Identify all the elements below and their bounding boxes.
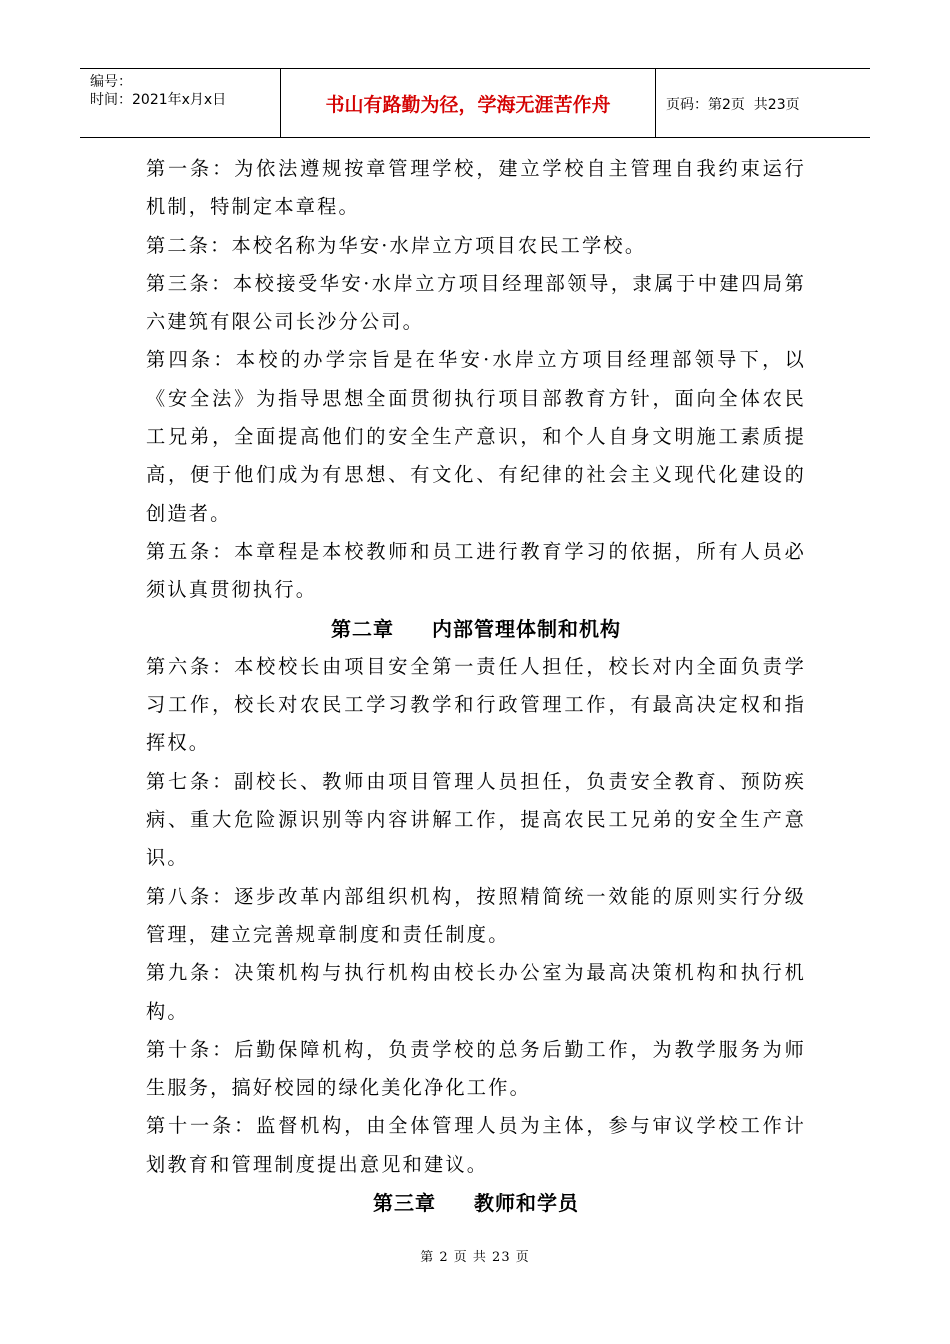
- chapter-title: 教师和学员: [474, 1191, 579, 1216]
- header-motto: 书山有路勤为径，学海无涯苦作舟: [281, 69, 656, 137]
- document-body: [146, 150, 806, 1222]
- header-meta: [80, 69, 281, 137]
- document-date: 时间：2021年x月x日: [90, 92, 227, 108]
- chapter-number: 第三章: [373, 1191, 436, 1216]
- article-paragraph: 第四条：本校的办学宗旨是在华安·水岸立方项目经理部领导下，以《安全法》为指导思想全面贯彻执行项目部教育方针，面向全体农民工兄弟，全面提高他们的安全生产意识，和个人自身文明施工素质提高，便于他们成为有思想、有文化、有纪律的社会主义现代化建设的创造者。: [146, 348, 806, 525]
- page-header: [80, 68, 870, 138]
- article-paragraph: 第十条：后勤保障机构，负责学校的总务后勤工作，为教学服务为师生服务，搞好校园的绿化美化净化工作。: [146, 1037, 806, 1100]
- chapter-heading: [146, 1184, 806, 1222]
- article-paragraph: 第三条：本校接受华安·水岸立方项目经理部领导，隶属于中建四局第六建筑有限公司长沙分公司。: [146, 271, 806, 334]
- header-page-info: [656, 69, 870, 137]
- page-info-text: 页码：第2页 共23页: [666, 97, 800, 113]
- chapter-heading: [146, 610, 806, 648]
- article-paragraph: 第十一条：监督机构，由全体管理人员为主体，参与审议学校工作计划教育和管理制度提出意见和建议。: [146, 1114, 806, 1176]
- article-paragraph: 第七条：副校长、教师由项目管理人员担任，负责安全教育、预防疾病、重大危险源识别等内容讲解工作，提高农民工兄弟的安全生产意识。: [146, 769, 806, 870]
- article-paragraph: 第五条：本章程是本校教师和员工进行教育学习的依据，所有人员必须认真贯彻执行。: [146, 539, 806, 602]
- chapter-number: 第二章: [331, 616, 394, 641]
- article-paragraph: 第二条：本校名称为华安·水岸立方项目农民工学校。: [146, 233, 647, 257]
- article-paragraph: 第一条：为依法遵规按章管理学校，建立学校自主管理自我约束运行机制，特制定本章程。: [146, 157, 806, 219]
- document-number-label: 编号：: [90, 74, 132, 90]
- page-footer: 第 2 页 共 23 页: [420, 1250, 530, 1265]
- article-paragraph: 第六条：本校校长由项目安全第一责任人担任，校长对内全面负责学习工作，校长对农民工学习教学和行政管理工作，有最高决定权和指挥权。: [146, 654, 806, 755]
- chapter-title: 内部管理体制和机构: [432, 616, 621, 641]
- article-paragraph: 第八条：逐步改革内部组织机构，按照精简统一效能的原则实行分级管理，建立完善规章制度和责任制度。: [146, 884, 806, 946]
- article-paragraph: 第九条：决策机构与执行机构由校长办公室为最高决策机构和执行机构。: [146, 961, 806, 1023]
